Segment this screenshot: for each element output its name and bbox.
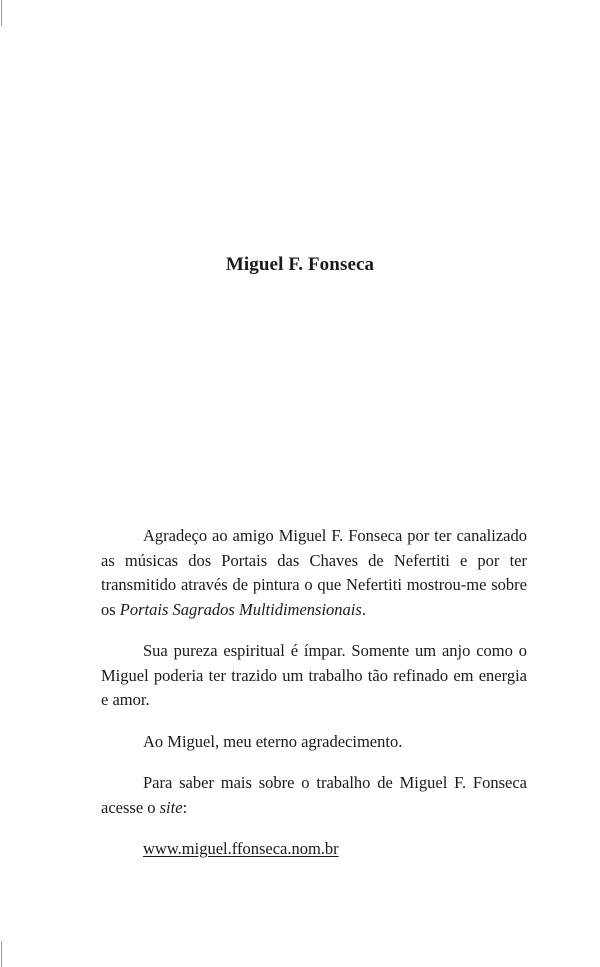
crop-mark-bottom xyxy=(1,941,2,967)
acknowledgement-text xyxy=(101,524,527,879)
paragraph-1-text: Agradeço ao amigo Miguel F. Fonseca por ter canalizado as músicas dos Portais das Chaves de Nefertiti e por ter transmitido através de pintura o que Nefertiti mostrou-me sobre os xyxy=(101,526,527,619)
paragraph-4 xyxy=(101,771,527,820)
paragraph-4-italic: site xyxy=(159,797,183,817)
paragraph-1-italic: Portais Sagrados Multidimensionais xyxy=(119,599,362,619)
website-link[interactable]: www.miguel.ffonseca.nom.br xyxy=(143,839,339,858)
paragraph-4-text: Para saber mais sobre o trabalho de Miguel F. Fonseca acesse o xyxy=(101,773,527,817)
crop-mark-top xyxy=(1,0,2,26)
paragraph-1-end: . xyxy=(361,599,366,619)
paragraph-3: Ao Miguel, meu eterno agradecimento. xyxy=(143,731,403,751)
page-title: Miguel F. Fonseca xyxy=(225,254,375,275)
paragraph-4-end: : xyxy=(182,797,188,817)
paragraph-2: Sua pureza espiritual é ímpar. Somente um anjo como o Miguel poderia ter trazido um trabalho tão refinado em energia e amor. xyxy=(101,641,527,709)
paragraph-link xyxy=(101,837,527,862)
paragraph-1 xyxy=(101,524,527,622)
